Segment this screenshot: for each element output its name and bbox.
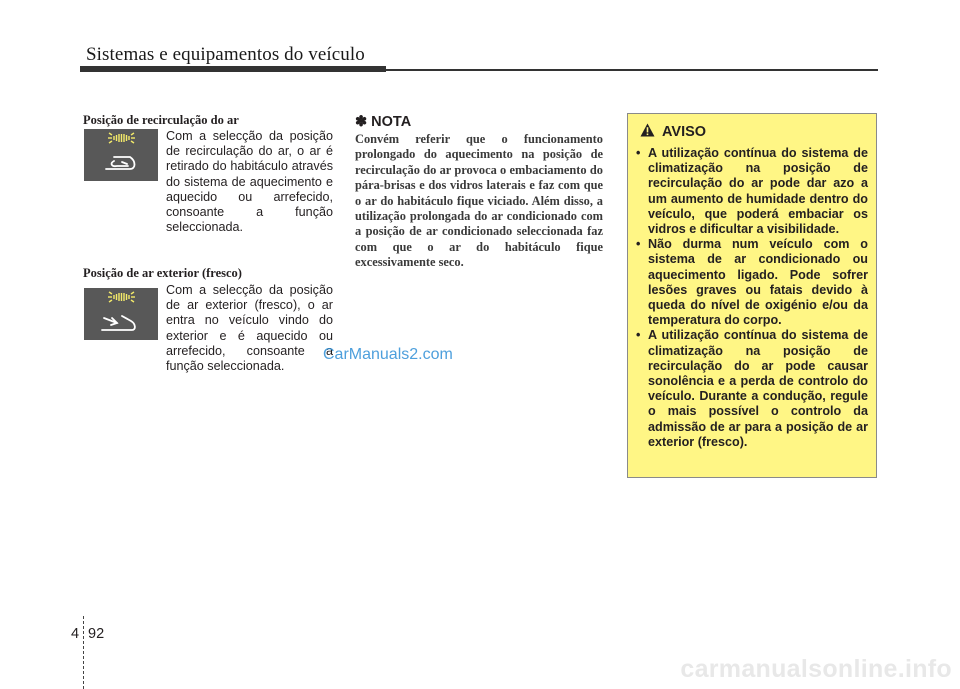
header-rule-thick bbox=[80, 66, 386, 72]
chapter-number: 4 bbox=[71, 626, 80, 642]
fresh-air-heading: Posição de ar exterior (fresco) bbox=[83, 266, 242, 280]
warning-title: AVISO bbox=[662, 124, 707, 140]
carmanuals-watermark: CarManuals2.com bbox=[323, 346, 453, 363]
bullet-icon: • bbox=[636, 146, 641, 160]
fresh-air-button-icon bbox=[84, 288, 158, 340]
warning-box bbox=[627, 113, 877, 478]
header-rule-thin bbox=[386, 69, 878, 71]
recirculation-button-icon bbox=[84, 129, 158, 181]
footer-divider bbox=[83, 616, 84, 689]
recirculation-description: Com a selecção da posição de recirculação do ar, o ar é retirado do habitáculo através do sistema de aquecimento e aquecido ou arrefecido, consoante a função seleccionada. bbox=[166, 129, 333, 235]
site-watermark: carmanualsonline.info bbox=[680, 655, 952, 683]
note-title: ✽ NOTA bbox=[355, 114, 412, 130]
note-text: Convém referir que o funcionamento prolongado do aquecimento na posição de recirculação do ar provoca o embaciamento do pára-brisas e dos vidros laterais e faz com que o ar do habitáculo fique viciado. Além disso, a utilização prolongada do ar condicionado com a posição de ar condicionado seleccionada faz com que o ar do habitáculo fique excessivamente seco. bbox=[355, 132, 603, 270]
bullet-icon: • bbox=[636, 328, 641, 343]
page-header-title: Sistemas e equipamentos do veículo bbox=[86, 44, 365, 65]
page-number: 92 bbox=[88, 626, 105, 642]
warning-list bbox=[636, 146, 868, 450]
warning-item: • A utilização contínua do sistema de climatização na posição de recirculação do ar pode causar sonolência e a perda de controlo do veículo. Durante a condução, regule o mais possível o controlo da admissão de ar para a posição de ar exterior (fresco). bbox=[636, 328, 868, 449]
warning-triangle-icon bbox=[640, 123, 655, 142]
warning-header bbox=[640, 122, 706, 142]
warning-item: • A utilização contínua do sistema de climatização na posição de recirculação do ar pode dar azo a um aumento de humidade dentro do veículo, que poderá embaciar os vidros e dificultar a visibilidade. bbox=[636, 146, 868, 237]
warning-item: • Não durma num veículo com o sistema de ar condicionado ou aquecimento ligado. Pode sofrer lesões graves ou fatais devido à queda do nível de oxigénio e/ou da temperatura do corpo. bbox=[636, 237, 868, 328]
bullet-icon: • bbox=[636, 237, 641, 252]
fresh-air-description: Com a selecção da posição de ar exterior (fresco), o ar entra no veículo vindo do exterior e é aquecido ou arrefecido, consoante a função seleccionada. bbox=[166, 283, 333, 374]
recirculation-heading: Posição de recirculação do ar bbox=[83, 113, 239, 127]
